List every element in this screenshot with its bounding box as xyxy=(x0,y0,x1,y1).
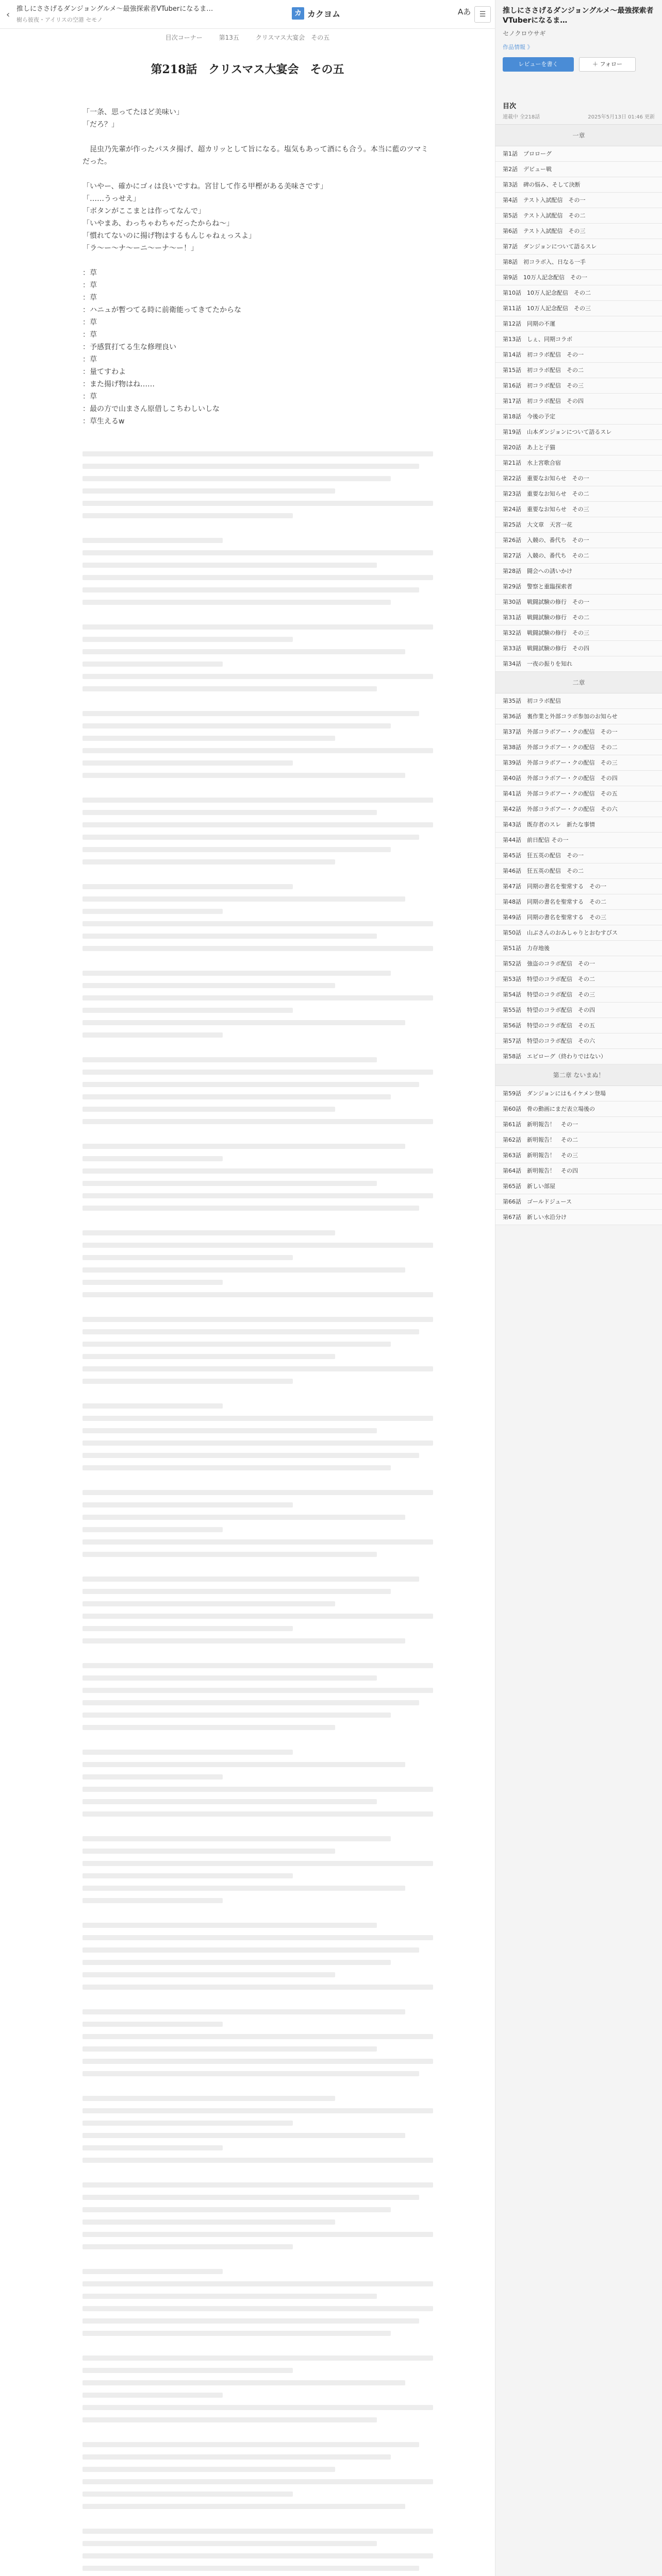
text-line-placeholder xyxy=(82,971,391,976)
chapter-link[interactable]: 第22話 重要なお知らせ その一 xyxy=(495,471,662,486)
body-paragraph: ：量てすわよ xyxy=(82,368,126,376)
chapter-link[interactable]: 第11話 10万人記念配信 その三 xyxy=(495,301,662,316)
chapter-link[interactable]: 第64話 新明報告！ その四 xyxy=(495,1163,662,1179)
text-line-placeholder xyxy=(82,1861,433,1866)
chapter-link[interactable]: 第55話 特望のコラボ配信 その四 xyxy=(495,1003,662,1018)
text-line-placeholder xyxy=(82,624,433,630)
text-line-placeholder xyxy=(82,1020,405,1025)
chapter-link[interactable]: 第23話 重要なお知らせ その二 xyxy=(495,486,662,502)
text-line-placeholder xyxy=(82,1737,433,1742)
text-line-placeholder xyxy=(82,1910,433,1916)
text-line-placeholder xyxy=(82,872,433,877)
chapter-link[interactable]: 第10話 10万人記念配信 その二 xyxy=(495,285,662,301)
text-line-placeholder xyxy=(82,1774,223,1780)
chapter-link[interactable]: 第66話 ゴールドジュース xyxy=(495,1194,662,1210)
text-line-placeholder xyxy=(82,1638,405,1643)
text-line-placeholder xyxy=(82,2405,433,2410)
chapter-link[interactable]: 第59話 ダンジョンにはもイケメン登場 xyxy=(495,1086,662,1101)
text-line-placeholder xyxy=(82,711,419,716)
text-line-placeholder xyxy=(82,1008,293,1013)
text-line-placeholder xyxy=(82,2467,335,2472)
chapter-link[interactable]: 第18話 今後の予定 xyxy=(495,409,662,425)
text-line-placeholder xyxy=(82,1663,433,1668)
chapter-link[interactable]: 第43話 既存者のスレ 新たな事情 xyxy=(495,817,662,833)
top-bar xyxy=(0,0,495,29)
chapter-link[interactable]: 第8話 初コラボ入、日なる一手 xyxy=(495,255,662,270)
text-line-placeholder xyxy=(82,1552,377,1557)
text-line-placeholder xyxy=(82,2343,335,2348)
chapter-link[interactable]: 第50話 山ぶさんのおみしゃりとおむすびス xyxy=(495,925,662,941)
text-line-placeholder xyxy=(82,488,335,494)
text-line-placeholder xyxy=(82,2108,433,2113)
work-title[interactable]: 推しにささげるダンジョングルメ〜最強探索者VTuberになるま… xyxy=(16,5,213,13)
follow-button[interactable]: ＋ フォロー xyxy=(579,57,636,72)
text-line-placeholder xyxy=(82,2454,391,2460)
episode-title: 第218話 クリスマス大宴会 その五 xyxy=(151,63,344,76)
text-line-placeholder xyxy=(82,1787,433,1792)
body-paragraph: ：ハニュが暫つてる時に前衛能ってきてたからな xyxy=(82,306,241,314)
chapter-link[interactable]: 第35話 初コラボ配信 xyxy=(495,693,662,709)
chapter-link[interactable]: 第9話 10万人記念配信 その一 xyxy=(495,270,662,285)
text-line-placeholder xyxy=(82,1255,293,1260)
text-line-placeholder xyxy=(82,1218,391,1223)
display-settings-button[interactable] xyxy=(458,6,471,17)
text-line-placeholder xyxy=(82,2269,223,2274)
text-line-placeholder xyxy=(82,1713,391,1718)
chapter-link[interactable]: 第45話 狂五英の配信 その一 xyxy=(495,848,662,863)
chapter-link[interactable]: 第32話 戦闘試験の修行 その三 xyxy=(495,625,662,641)
text-line-placeholder xyxy=(82,2393,223,2398)
text-line-placeholder xyxy=(82,2257,405,2262)
text-line-placeholder xyxy=(82,1045,433,1050)
back-icon[interactable]: ‹ xyxy=(6,9,10,20)
body-paragraph: ：草 xyxy=(82,355,97,364)
text-line-placeholder xyxy=(82,1762,405,1767)
text-line-placeholder xyxy=(82,2182,433,2188)
chapter-link[interactable]: 第21話 水上宮歌合宿 xyxy=(495,455,662,471)
text-line-placeholder xyxy=(82,1515,405,1520)
chapter-link[interactable]: 第15話 初コラボ配信 その二 xyxy=(495,363,662,378)
text-line-placeholder xyxy=(82,2059,433,2064)
chapter-list xyxy=(495,693,662,1064)
text-line-placeholder xyxy=(82,1824,419,1829)
work-info-link[interactable]: 作品情報 》 xyxy=(503,44,533,50)
text-line-placeholder xyxy=(82,1416,433,1421)
chapter-link[interactable]: 第24話 重要なお知らせ その三 xyxy=(495,502,662,517)
text-line-placeholder xyxy=(82,1725,335,1730)
text-line-placeholder xyxy=(82,1193,433,1198)
body-paragraph: ：草 xyxy=(82,393,97,401)
text-line-placeholder xyxy=(82,1342,391,1347)
text-line-placeholder xyxy=(82,2294,377,2299)
text-line-placeholder xyxy=(82,451,433,456)
chapter-link[interactable]: 第61話 新明報告！ その一 xyxy=(495,1117,662,1132)
body-paragraph: 「……うっせえ」 xyxy=(82,195,140,203)
text-line-placeholder xyxy=(82,2207,391,2212)
text-line-placeholder xyxy=(82,946,433,951)
text-line-placeholder xyxy=(82,2355,433,2361)
text-line-placeholder xyxy=(82,1304,377,1310)
sidebar xyxy=(495,0,662,2576)
text-line-placeholder xyxy=(82,1280,223,1285)
text-line-placeholder xyxy=(82,1799,377,1804)
chapter-link[interactable]: 第16話 初コラボ配信 その三 xyxy=(495,378,662,394)
body-paragraph xyxy=(82,131,433,143)
text-line-placeholder xyxy=(82,1898,223,1903)
section-title: 第二章 ないまぬ！ xyxy=(495,1064,662,1086)
text-line-placeholder xyxy=(82,2281,433,2286)
chapter-link[interactable]: 第57話 特望のコラボ配信 その六 xyxy=(495,1033,662,1049)
chapter-link[interactable]: 第1話 プロローグ xyxy=(495,146,662,162)
text-line-placeholder xyxy=(82,1243,433,1248)
chapter-link[interactable]: 第4話 テスト入試配信 その一 xyxy=(495,193,662,208)
text-line-placeholder xyxy=(82,810,377,815)
body-paragraph: 「ラ〜ー～ナ〜ーニ〜ーナ〜ー！」 xyxy=(82,244,198,252)
text-line-placeholder xyxy=(82,2121,293,2126)
toc-heading: 目次 xyxy=(503,103,517,110)
text-line-placeholder xyxy=(82,1836,391,1841)
text-line-placeholder xyxy=(82,2083,391,2089)
chapter-link[interactable]: 第37話 外部コラボアー・クの配信 その一 xyxy=(495,724,662,740)
text-line-placeholder xyxy=(82,2492,293,2497)
text-line-placeholder xyxy=(82,649,405,654)
text-line-placeholder xyxy=(82,1070,433,1075)
text-line-placeholder xyxy=(82,563,377,568)
chapter-link[interactable]: 第29話 警察と重臨探索者 xyxy=(495,579,662,595)
body-paragraph: ：また揚げ物はね…… xyxy=(82,380,155,388)
chapter-link[interactable]: 第25話 大文章 天宮一花 xyxy=(495,517,662,533)
body-paragraph: ：予感質打てる生な修理良い xyxy=(82,343,176,351)
chapter-link[interactable]: 第67話 新しい水沿分け xyxy=(495,1210,662,1225)
chapter-link[interactable]: 第14話 初コラボ配信 その一 xyxy=(495,347,662,363)
breadcrumb xyxy=(0,33,495,42)
text-line-placeholder xyxy=(82,2442,419,2447)
text-line-placeholder xyxy=(82,2158,433,2163)
section-title: 二章 xyxy=(495,672,662,693)
body-paragraph: 「ボタンがここまとは作ってなんで」 xyxy=(82,207,205,215)
text-line-placeholder xyxy=(82,1119,433,1124)
chapter-link[interactable]: 第19話 山本ダンジョンについて語るスレ xyxy=(495,425,662,440)
text-line-placeholder xyxy=(82,1440,433,1446)
chapter-link[interactable]: 第63話 新明報告！ その三 xyxy=(495,1148,662,1163)
text-line-placeholder xyxy=(82,2244,293,2249)
text-line-placeholder xyxy=(82,1181,377,1186)
text-line-placeholder xyxy=(82,847,391,852)
text-line-placeholder xyxy=(82,2504,405,2509)
text-line-placeholder xyxy=(82,2009,405,2014)
text-line-placeholder xyxy=(82,464,419,469)
chapter-link[interactable]: 第65話 新しい部屋 xyxy=(495,1179,662,1194)
chapter-link[interactable]: 第2話 デビュー戦 xyxy=(495,162,662,177)
chapter-link[interactable]: 第27話 入競の、番代ち その二 xyxy=(495,548,662,564)
text-line-placeholder xyxy=(82,1391,405,1396)
text-line-placeholder xyxy=(82,1082,419,1087)
breadcrumb-chapter[interactable]: 第13五 xyxy=(219,34,241,41)
text-line-placeholder xyxy=(82,1366,433,1371)
toc-updated: 2025年5月13日 01:46 更新 xyxy=(588,114,655,120)
text-line-placeholder xyxy=(82,1465,391,1470)
font-size-icon: Aあ xyxy=(458,7,471,16)
text-line-placeholder xyxy=(82,1131,293,1137)
chapter-link[interactable]: 第47話 同期の書名を聖常する その一 xyxy=(495,879,662,894)
chapter-link[interactable]: 第12話 同期の不運 xyxy=(495,316,662,332)
body-paragraph: ：草 xyxy=(82,294,97,302)
text-line-placeholder xyxy=(82,760,293,766)
text-line-placeholder xyxy=(82,550,433,555)
review-button[interactable]: レビューを書く xyxy=(503,57,574,72)
text-line-placeholder xyxy=(82,2219,335,2225)
text-line-placeholder xyxy=(82,2046,377,2052)
kakuyomu-logo[interactable] xyxy=(292,7,340,20)
chapter-link[interactable]: 第34話 一夜の振りを知れ xyxy=(495,656,662,672)
text-line-placeholder xyxy=(82,699,433,704)
text-line-placeholder xyxy=(82,1057,377,1062)
body-text-continued xyxy=(82,451,433,2576)
chapter-link[interactable]: 第5話 テスト入試配信 その二 xyxy=(495,208,662,224)
chapter-link[interactable]: 第42話 外部コラボアー・クの配信 その六 xyxy=(495,802,662,817)
body-paragraph: 昆虫乃先輩が作ったパスタ揚げ、超カリッとして旨になる。塩気もあって酒にも合う。本当に藍のツマミだった。 xyxy=(82,145,428,166)
chapter-link[interactable]: 第54話 特望のコラボ配信 その三 xyxy=(495,987,662,1003)
breadcrumb-episode: クリスマス大宴会 その五 xyxy=(255,34,330,41)
text-line-placeholder xyxy=(82,2071,419,2076)
text-line-placeholder xyxy=(82,2170,377,2175)
text-line-placeholder xyxy=(82,662,223,667)
text-line-placeholder xyxy=(82,1094,391,1099)
text-line-placeholder xyxy=(82,1700,419,1705)
text-line-placeholder xyxy=(82,748,433,753)
text-line-placeholder xyxy=(82,1502,293,1507)
body-paragraph: 「慣れてないのに揚げ物はするもんじゃねぇっスよ」 xyxy=(82,232,256,240)
chapter-link[interactable]: 第6話 テスト入試配信 その三 xyxy=(495,224,662,239)
text-line-placeholder xyxy=(82,921,433,926)
body-paragraph: 「いやまあ、わっちゃわちゃだったからね〜」 xyxy=(82,219,234,228)
text-line-placeholder xyxy=(82,859,335,865)
text-line-placeholder xyxy=(82,2232,433,2237)
chapter-link[interactable]: 第3話 碑の悩み、そして決断 xyxy=(495,177,662,193)
text-line-placeholder xyxy=(82,686,377,691)
text-line-placeholder xyxy=(82,637,293,642)
text-line-placeholder xyxy=(82,1453,419,1458)
text-line-placeholder xyxy=(82,1935,433,1940)
chapter-link[interactable]: 第58話 エピローグ（終わりではない） xyxy=(495,1049,662,1064)
text-line-placeholder xyxy=(82,958,419,963)
section-title: 一章 xyxy=(495,125,662,146)
text-line-placeholder xyxy=(82,785,223,790)
text-line-placeholder xyxy=(82,1490,433,1495)
work-author[interactable]: 樹ら彼夜・アイリスの空港 セモノ xyxy=(16,16,103,23)
chapter-link[interactable]: 第20話 あ上と子猫 xyxy=(495,440,662,455)
logo-text: カクヨム xyxy=(307,9,341,19)
text-line-placeholder xyxy=(82,513,293,518)
body-paragraph: 「一条、思ってたほど美味い」 xyxy=(82,108,184,116)
text-line-placeholder xyxy=(82,1849,335,1854)
text-line-placeholder xyxy=(82,1403,223,1409)
text-line-placeholder xyxy=(82,2133,405,2138)
text-line-placeholder xyxy=(82,1923,377,1928)
text-line-placeholder xyxy=(82,723,391,728)
body-paragraph: 「だろ？」 xyxy=(82,121,119,129)
text-line-placeholder xyxy=(82,2306,433,2311)
text-line-placeholder xyxy=(82,2034,433,2039)
text-line-placeholder xyxy=(82,2096,335,2101)
text-line-placeholder xyxy=(82,526,405,531)
text-line-placeholder xyxy=(82,1539,433,1545)
text-line-placeholder xyxy=(82,2331,391,2336)
toc-meta xyxy=(495,110,662,125)
text-line-placeholder xyxy=(82,1985,433,1990)
chapter-link[interactable]: 第56話 特望のコラボ配信 その五 xyxy=(495,1018,662,1033)
text-line-placeholder xyxy=(82,2318,419,2324)
text-line-placeholder xyxy=(82,1144,405,1149)
chapter-link[interactable]: 第36話 裏作業と外部コラボ参加のお知らせ xyxy=(495,709,662,724)
text-line-placeholder xyxy=(82,736,335,741)
text-line-placeholder xyxy=(82,909,223,914)
toc-status: 連載中 全218話 xyxy=(503,114,540,120)
chapter-link[interactable]: 第26話 入競の、番代ち その一 xyxy=(495,533,662,548)
chapter-link[interactable]: 第39話 外部コラボアー・クの配信 その三 xyxy=(495,755,662,771)
text-line-placeholder xyxy=(82,1230,335,1235)
text-line-placeholder xyxy=(82,1564,433,1569)
text-line-placeholder xyxy=(82,600,391,605)
text-line-placeholder xyxy=(82,587,419,592)
text-line-placeholder xyxy=(82,2022,223,2027)
menu-icon[interactable]: ☰ xyxy=(474,6,491,23)
text-line-placeholder xyxy=(82,2195,419,2200)
text-line-placeholder xyxy=(82,2516,223,2521)
text-line-placeholder xyxy=(82,1156,223,1161)
chapter-link[interactable]: 第62話 新明報告！ その二 xyxy=(495,1132,662,1148)
text-line-placeholder xyxy=(82,1267,405,1273)
chapter-list xyxy=(495,146,662,672)
text-line-placeholder xyxy=(82,1527,223,1532)
chapter-list xyxy=(495,1086,662,1225)
text-line-placeholder xyxy=(82,1107,335,1112)
text-line-placeholder xyxy=(82,1811,433,1817)
text-line-placeholder xyxy=(82,1589,391,1594)
chapter-link[interactable]: 第30話 戦闘試験の修行 その一 xyxy=(495,595,662,610)
chapter-link[interactable]: 第46話 狂五英の配信 その二 xyxy=(495,863,662,879)
text-line-placeholder xyxy=(82,1354,335,1359)
body-paragraph xyxy=(82,255,433,267)
text-line-placeholder xyxy=(82,2145,223,2150)
chapter-link[interactable]: 第44話 前日配信 その一 xyxy=(495,833,662,848)
body-paragraph: 「いやー、確かにゴィは良いですね。宮甘して作る甲樫がある美味さです」 xyxy=(82,182,327,191)
text-line-placeholder xyxy=(82,835,419,840)
logo-icon: カ xyxy=(292,7,304,20)
text-line-placeholder xyxy=(82,1168,433,1174)
text-line-placeholder xyxy=(82,1601,335,1606)
text-line-placeholder xyxy=(82,1032,223,1038)
text-line-placeholder xyxy=(82,1614,433,1619)
text-line-placeholder xyxy=(82,2430,433,2435)
chapter-link[interactable]: 第31話 戦闘試験の修行 その二 xyxy=(495,610,662,625)
text-line-placeholder xyxy=(82,2380,405,2385)
text-line-placeholder xyxy=(82,1428,377,1433)
body-paragraph: ：草 xyxy=(82,269,97,277)
chapter-link[interactable]: 第51話 力存地後 xyxy=(495,941,662,956)
chapter-link[interactable]: 第49話 同期の書名を聖常する その三 xyxy=(495,910,662,925)
text-line-placeholder xyxy=(82,1997,293,2002)
chapter-link[interactable]: 第41話 外部コラボアー・クの配信 その五 xyxy=(495,786,662,802)
chapter-link[interactable]: 第40話 外部コラボアー・クの配信 その四 xyxy=(495,771,662,786)
text-line-placeholder xyxy=(82,983,335,988)
text-line-placeholder xyxy=(82,1626,293,1631)
text-line-placeholder xyxy=(82,1947,419,1953)
text-line-placeholder xyxy=(82,538,223,543)
text-line-placeholder xyxy=(82,2553,433,2558)
chapter-link[interactable]: 第13話 しぇ、同期コラボ xyxy=(495,332,662,347)
chapter-link[interactable]: 第38話 外部コラボアー・クの配信 その二 xyxy=(495,740,662,755)
text-line-placeholder xyxy=(82,2566,419,2571)
text-line-placeholder xyxy=(82,612,335,617)
chapter-link[interactable]: 第48話 同期の書名を聖常する その二 xyxy=(495,894,662,910)
text-line-placeholder xyxy=(82,1317,433,1322)
chapter-link[interactable]: 第33話 戦闘試験の修行 その四 xyxy=(495,641,662,656)
text-line-placeholder xyxy=(82,773,405,778)
breadcrumb-toc[interactable]: 目次コーナー xyxy=(165,34,203,41)
body-paragraph: ：草 xyxy=(82,318,97,327)
text-line-placeholder xyxy=(82,2368,293,2373)
text-line-placeholder xyxy=(82,1886,405,1891)
text-line-placeholder xyxy=(82,1206,419,1211)
episode-body xyxy=(82,106,433,428)
text-line-placeholder xyxy=(82,798,433,803)
text-line-placeholder xyxy=(82,1750,293,1755)
body-paragraph: ：草生えるw xyxy=(82,417,125,426)
text-line-placeholder xyxy=(82,674,433,679)
text-line-placeholder xyxy=(82,1379,293,1384)
reading-area xyxy=(0,29,495,2576)
body-paragraph: ：最の方で山まさん原借しこちわしいしな xyxy=(82,405,220,413)
chapter-link[interactable]: 第17話 初コラボ配信 その四 xyxy=(495,394,662,409)
text-line-placeholder xyxy=(82,1478,335,1483)
chapter-link[interactable]: 第53話 特望のコラボ配信 その二 xyxy=(495,972,662,987)
body-paragraph: ：草 xyxy=(82,281,97,290)
text-line-placeholder xyxy=(82,501,433,506)
text-line-placeholder xyxy=(82,2417,377,2422)
text-line-placeholder xyxy=(82,2541,377,2546)
chapter-link[interactable]: 第7話 ダンジョンについて語るスレ xyxy=(495,239,662,255)
text-line-placeholder xyxy=(82,1577,419,1582)
text-line-placeholder xyxy=(82,1873,293,1878)
text-line-placeholder xyxy=(82,1960,391,1965)
text-line-placeholder xyxy=(82,1972,335,1977)
text-line-placeholder xyxy=(82,822,433,827)
sidebar-author[interactable]: セノクロウサギ xyxy=(503,30,546,37)
text-line-placeholder xyxy=(82,1292,433,1297)
text-line-placeholder xyxy=(82,934,377,939)
text-line-placeholder xyxy=(82,884,293,889)
text-line-placeholder xyxy=(82,896,405,902)
text-line-placeholder xyxy=(82,575,433,580)
chapter-link[interactable]: 第52話 強盗のコラボ配信 その一 xyxy=(495,956,662,972)
body-paragraph xyxy=(82,168,433,180)
text-line-placeholder xyxy=(82,1675,377,1681)
body-paragraph: ：草 xyxy=(82,331,97,339)
text-line-placeholder xyxy=(82,2529,433,2534)
sidebar-work-title[interactable]: 推しにささげるダンジョングルメ〜最強探索者VTuberになるま… xyxy=(503,7,654,25)
text-line-placeholder xyxy=(82,995,433,1001)
chapter-link[interactable]: 第28話 闘会への誘いかけ xyxy=(495,564,662,579)
text-line-placeholder xyxy=(82,1329,419,1334)
chapter-link[interactable]: 第60話 骨の動画にまだ表立場後の xyxy=(495,1101,662,1117)
text-line-placeholder xyxy=(82,1688,433,1693)
text-line-placeholder xyxy=(82,476,391,481)
text-line-placeholder xyxy=(82,2479,433,2484)
text-line-placeholder xyxy=(82,1651,223,1656)
